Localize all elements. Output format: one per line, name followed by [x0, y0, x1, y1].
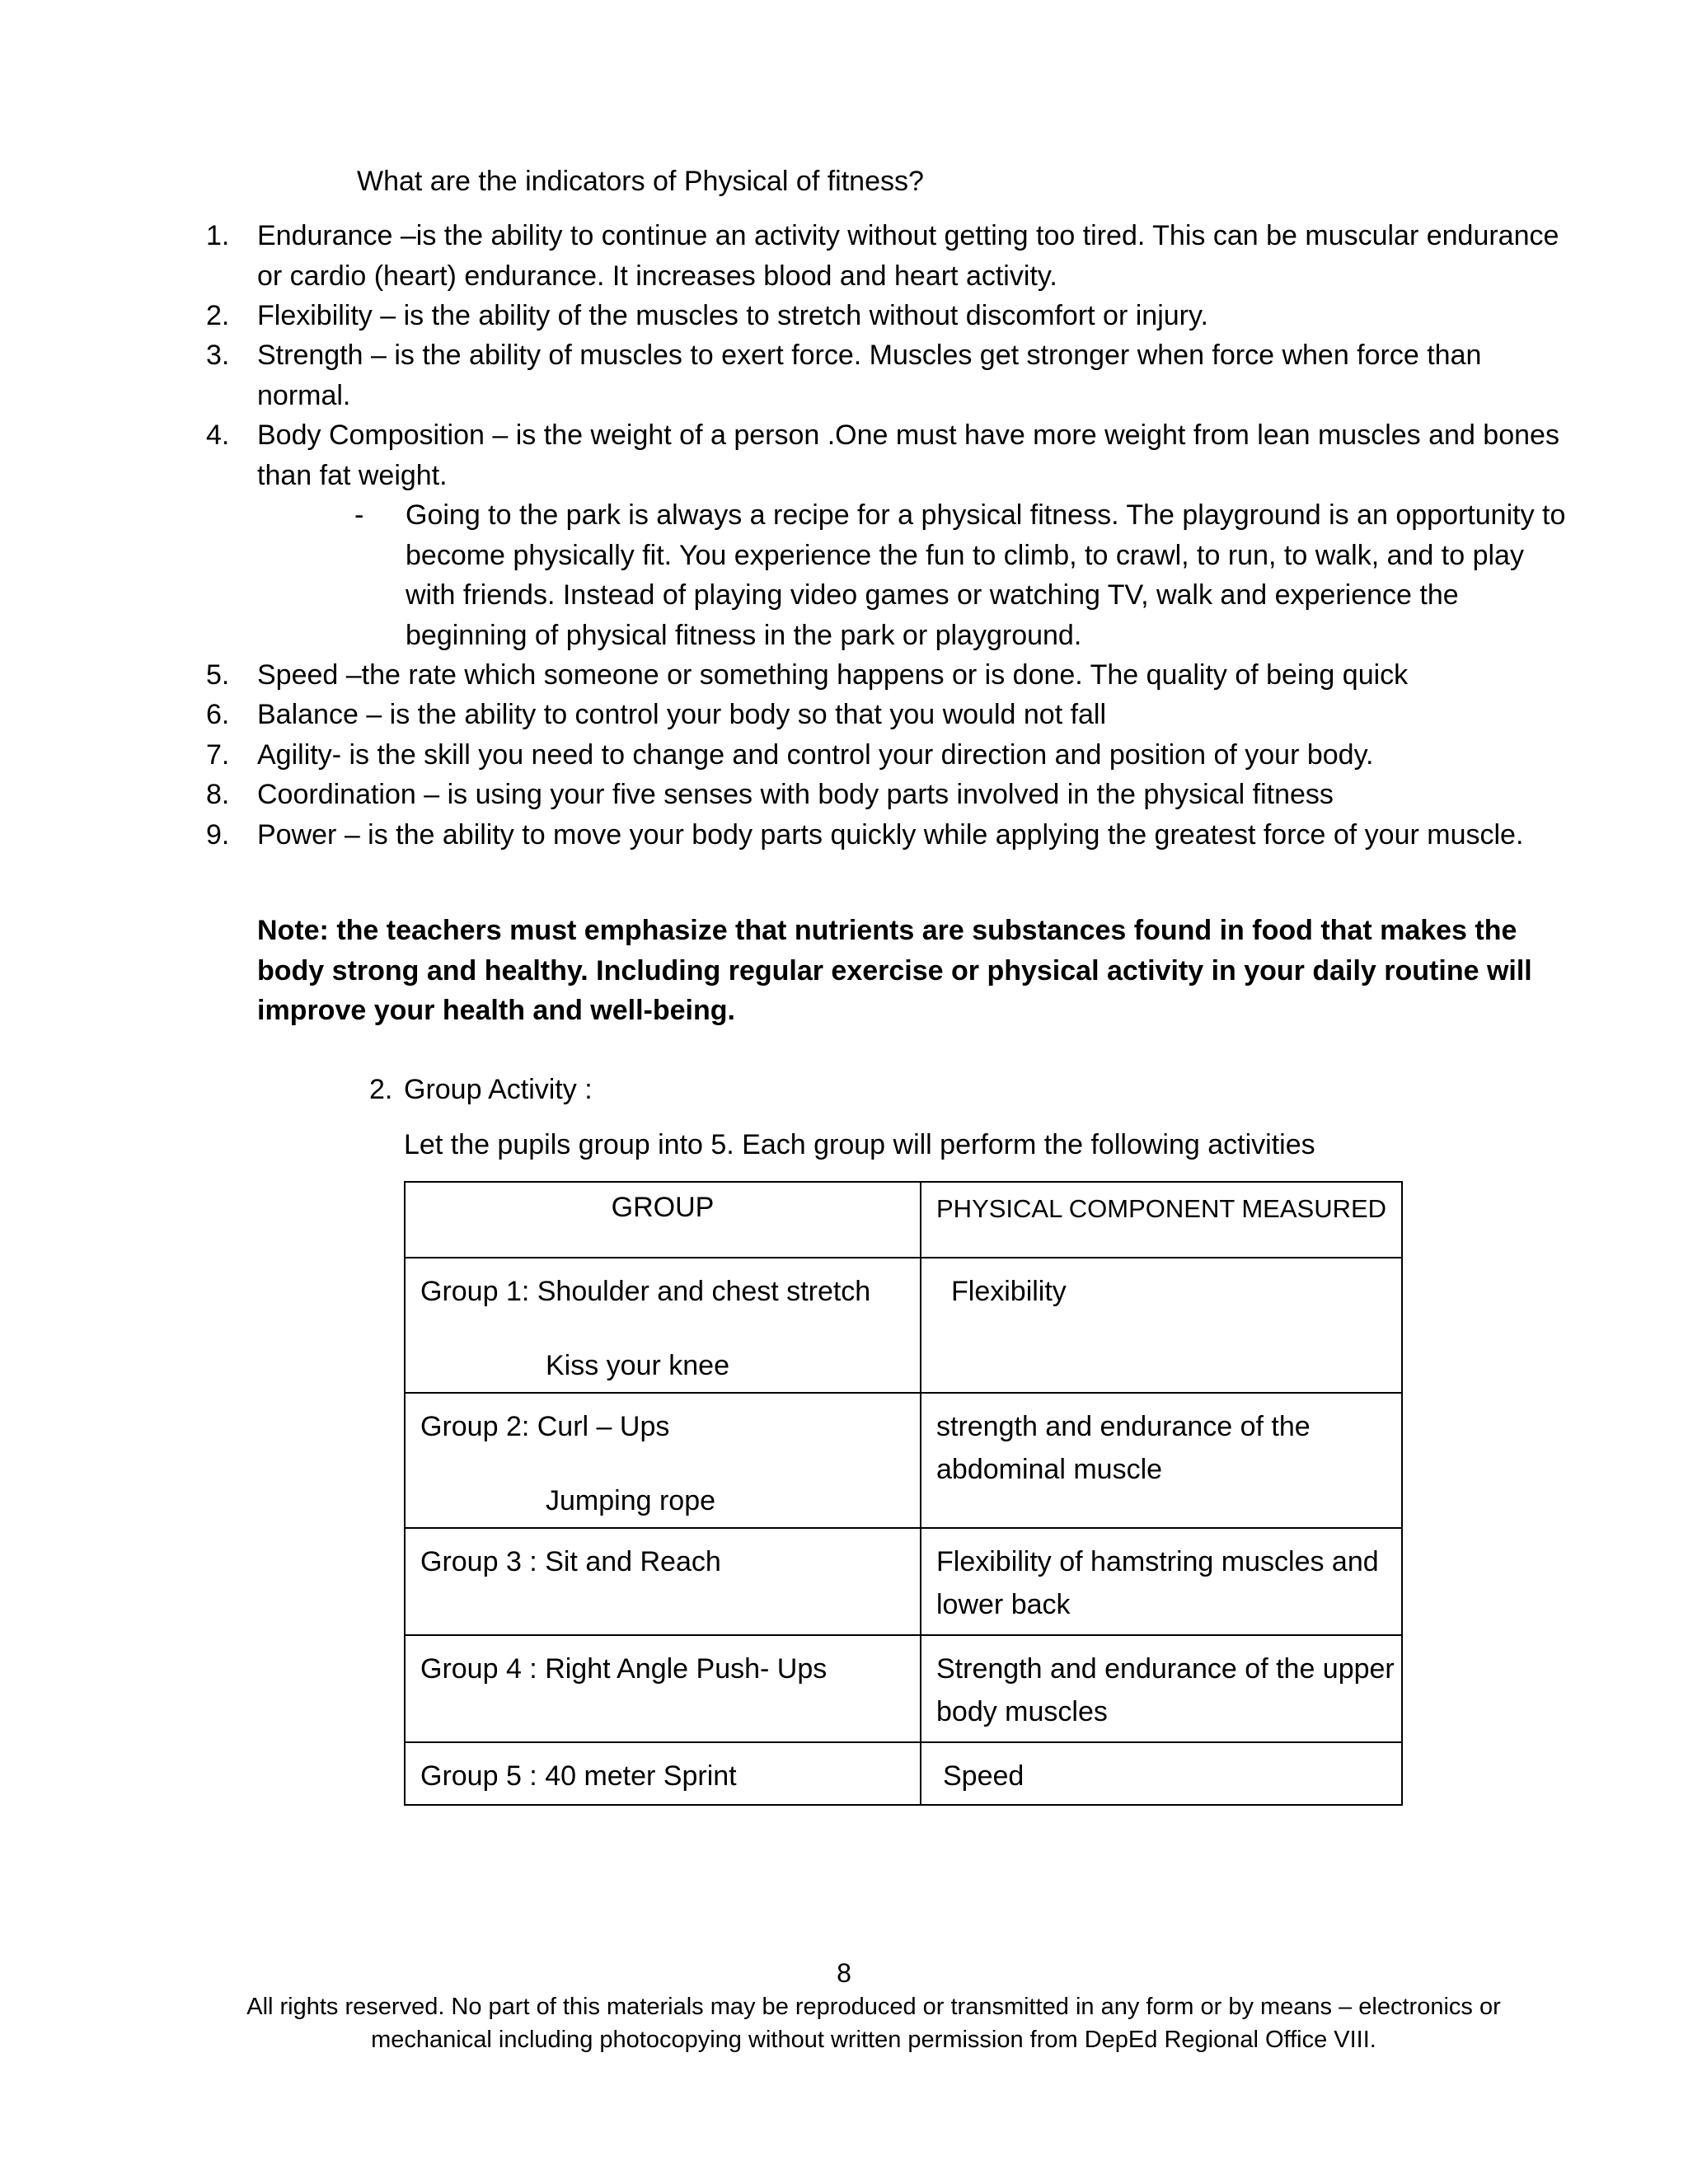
- group-name: Group 1: Shoulder and chest stretch: [420, 1276, 871, 1307]
- group-activity-table: [404, 1181, 1403, 1806]
- section-heading: What are the indicators of Physical of fitness?: [357, 166, 924, 197]
- sub-bullet-text: Going to the park is always a recipe for a physical fitness. The playground is an opportunity to become physically fit. You experience the fun to climb, to crawl, to run, to walk, and to play with friends. Instead of playing video games or watching TV, walk and experience the beginning of physical fitness in the park or playground.: [406, 499, 1566, 651]
- copyright-footer: All rights reserved. No part of this materials may be reproduced or transmitted in any form or by means – electronics or mechanical including photocopying without written permission from DepEd Regional Office VIII.: [246, 1994, 1501, 2053]
- indicator-text: Power – is the ability to move your body parts quickly while applying the greatest force of your muscle.: [257, 819, 1524, 851]
- indicator-text: Agility- is the skill you need to change and control your direction and position of your body.: [257, 739, 1374, 771]
- table-row: [405, 1742, 1402, 1805]
- indicator-number: 5.: [206, 659, 230, 691]
- activity-title: Group Activity :: [404, 1074, 593, 1105]
- group-name: Group 2: Curl – Ups: [420, 1411, 670, 1442]
- indicator-text: Endurance –is the ability to continue an activity without getting too tired. This can be muscular endurance or cardio (heart) endurance. It increases blood and heart activity.: [257, 220, 1559, 292]
- group-sub-activity: Kiss your knee: [546, 1350, 729, 1381]
- indicator-number: 2.: [206, 300, 230, 331]
- indicator-number: 9.: [206, 819, 230, 851]
- group-name: Group 3 : Sit and Reach: [420, 1546, 721, 1577]
- group-cell: [405, 1635, 921, 1742]
- activity-intro: Let the pupils group into 5. Each group will perform the following activities: [404, 1129, 1315, 1160]
- group-cell: [405, 1258, 921, 1393]
- indicator-number: 8.: [206, 779, 230, 810]
- group-sub-activity: Jumping rope: [546, 1485, 716, 1516]
- indicator-text: Speed –the rate which someone or something happens or is done. The quality of being quick: [257, 659, 1409, 691]
- component-cell: Flexibility: [921, 1258, 1402, 1393]
- indicator-item-8: [206, 775, 1574, 815]
- activity-number: 2.: [369, 1074, 393, 1105]
- indicator-number: 7.: [206, 739, 230, 771]
- group-name: Group 5 : 40 meter Sprint: [420, 1760, 737, 1792]
- table-row: [405, 1393, 1402, 1528]
- indicator-text: Flexibility – is the ability of the muscles to stretch without discomfort or injury.: [257, 300, 1208, 331]
- indicator-item-4: [206, 415, 1574, 495]
- table-row: [405, 1528, 1402, 1635]
- component-cell: Flexibility of hamstring muscles and lower back: [921, 1528, 1402, 1635]
- table-header-group: GROUP: [405, 1182, 921, 1258]
- indicator-item-6: [206, 695, 1574, 735]
- component-cell: strength and endurance of the abdominal muscle: [921, 1393, 1402, 1528]
- indicator-item-5: [206, 655, 1574, 696]
- indicator-number: 6.: [206, 699, 230, 730]
- indicator-item-7: [206, 735, 1574, 776]
- indicator-item-2: [206, 296, 1574, 336]
- table-header-row: [405, 1182, 1402, 1258]
- component-cell: Speed: [921, 1742, 1402, 1805]
- indicator-item-1: [206, 216, 1574, 296]
- indicator-number: 1.: [206, 220, 230, 251]
- indicator-text: Balance – is the ability to control your body so that you would not fall: [257, 699, 1107, 730]
- indicator-text: Strength – is the ability of muscles to exert force. Muscles get stronger when force when force than normal.: [257, 340, 1482, 411]
- indicator-number: 4.: [206, 419, 230, 451]
- indicator-text: Body Composition – is the weight of a person .One must have more weight from lean muscles and bones than fat weight.: [257, 419, 1559, 491]
- table-header-component: PHYSICAL COMPONENT MEASURED: [921, 1182, 1402, 1258]
- group-cell: [405, 1393, 921, 1528]
- indicator-text: Coordination – is using your five senses with body parts involved in the physical fitness: [257, 779, 1334, 810]
- component-cell: Strength and endurance of the upper body muscles: [921, 1635, 1402, 1742]
- page-number: 8: [837, 1958, 851, 1988]
- group-cell: [405, 1528, 921, 1635]
- indicator-item-9: [206, 815, 1574, 855]
- indicator-number: 3.: [206, 340, 230, 371]
- dash-bullet: -: [354, 499, 364, 531]
- group-cell: [405, 1742, 921, 1805]
- group-name: Group 4 : Right Angle Push- Ups: [420, 1653, 828, 1685]
- teacher-note: Note: the teachers must emphasize that nutrients are substances found in food that makes the body strong and healthy. Including regular exercise or physical activity in your daily routine will improve your health and well-being.: [257, 915, 1532, 1026]
- table-row: [405, 1258, 1402, 1393]
- park-sub-bullet: [354, 495, 1566, 655]
- table-row: [405, 1635, 1402, 1742]
- indicator-item-3: [206, 335, 1574, 415]
